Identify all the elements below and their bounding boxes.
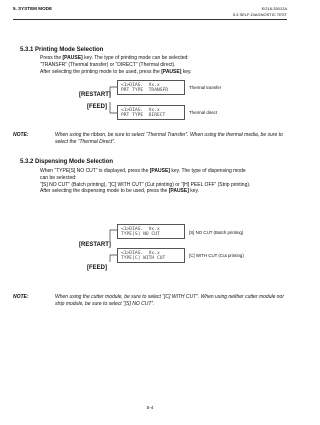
key-restart-label: [RESTART]	[79, 92, 111, 98]
lcd-display-transfer: <1>DIAG. Vx.x PRT TYPE TRANSFR	[117, 80, 185, 95]
label-thermal-direct: Thermal direct	[189, 110, 218, 115]
note-text-2: When using the cutter module, be sure to select “[C] WITH CUT”. When using neither cutter module nor strip module, be sure to select “[S] NO CUT”.	[55, 294, 284, 307]
lcd-display-with-cut: <1>DIAG. Vx.x TYPE[C] WITH CUT	[117, 248, 185, 263]
section2-line4: After selecting the dispensing mode to be used, press the [PAUSE] key.	[40, 188, 200, 195]
key-feed-label: [FEED]	[87, 104, 107, 110]
section1-line1: Press the [PAUSE] key. The type of printing mode can be selected:	[40, 55, 189, 61]
section-title-printing-mode: 5.3.1 Printing Mode Selection	[20, 47, 104, 53]
section1-line3: After selecting the printing mode to be used, press the [PAUSE] key.	[40, 68, 192, 75]
header-doc-number: EO18-33012A	[261, 6, 287, 11]
label-with-cut: [C] WITH CUT (Cut printing)	[189, 253, 244, 258]
label-thermal-transfer: Thermal transfer	[189, 85, 222, 90]
header-section: 5.3 SELF-DIAGNOSTIC TEST	[232, 11, 287, 17]
lcd-display-no-cut: <1>DIAG. Vx.x TYPE[S] NO CUT	[117, 224, 185, 239]
section-title-dispensing-mode: 5.3.2 Dispensing Mode Selection	[20, 159, 114, 165]
lcd-display-direct: <1>DIAG. Vx.x PRT TYPE DIRECT	[117, 105, 185, 120]
note-label-1: NOTE:	[13, 132, 29, 138]
note-text-1: When using the ribbon, be sure to select “Thermal Transfer”. When using the thermal media, be sure to select the “Thermal Direct”.	[55, 132, 283, 145]
section2-line1: When “TYPE[S] NO CUT” is displayed, press the [PAUSE] key. The type of dispensing mode	[40, 168, 246, 174]
key-feed-label-2: [FEED]	[87, 265, 107, 271]
header-chapter: 5. SYSTEM MODE	[13, 6, 53, 11]
label-no-cut: [S] NO CUT (Batch printing)	[189, 230, 244, 235]
note-label-2: NOTE:	[13, 294, 29, 300]
section1-line2: “TRANSFR” (Thermal transfer) or “DIRECT” (Thermal direct).	[40, 61, 176, 68]
key-restart-label-2: [RESTART]	[79, 242, 111, 248]
section2-line3: “[S] NO CUT” (Batch printing), “[C] WITH CUT” (Cut printing) or “[H] PEEL OFF” (Strip printing).	[40, 181, 251, 188]
section2-paragraph	[40, 168, 290, 195]
page-number: 5-4	[146, 405, 154, 410]
section2-line2: can be selected:	[40, 174, 77, 181]
